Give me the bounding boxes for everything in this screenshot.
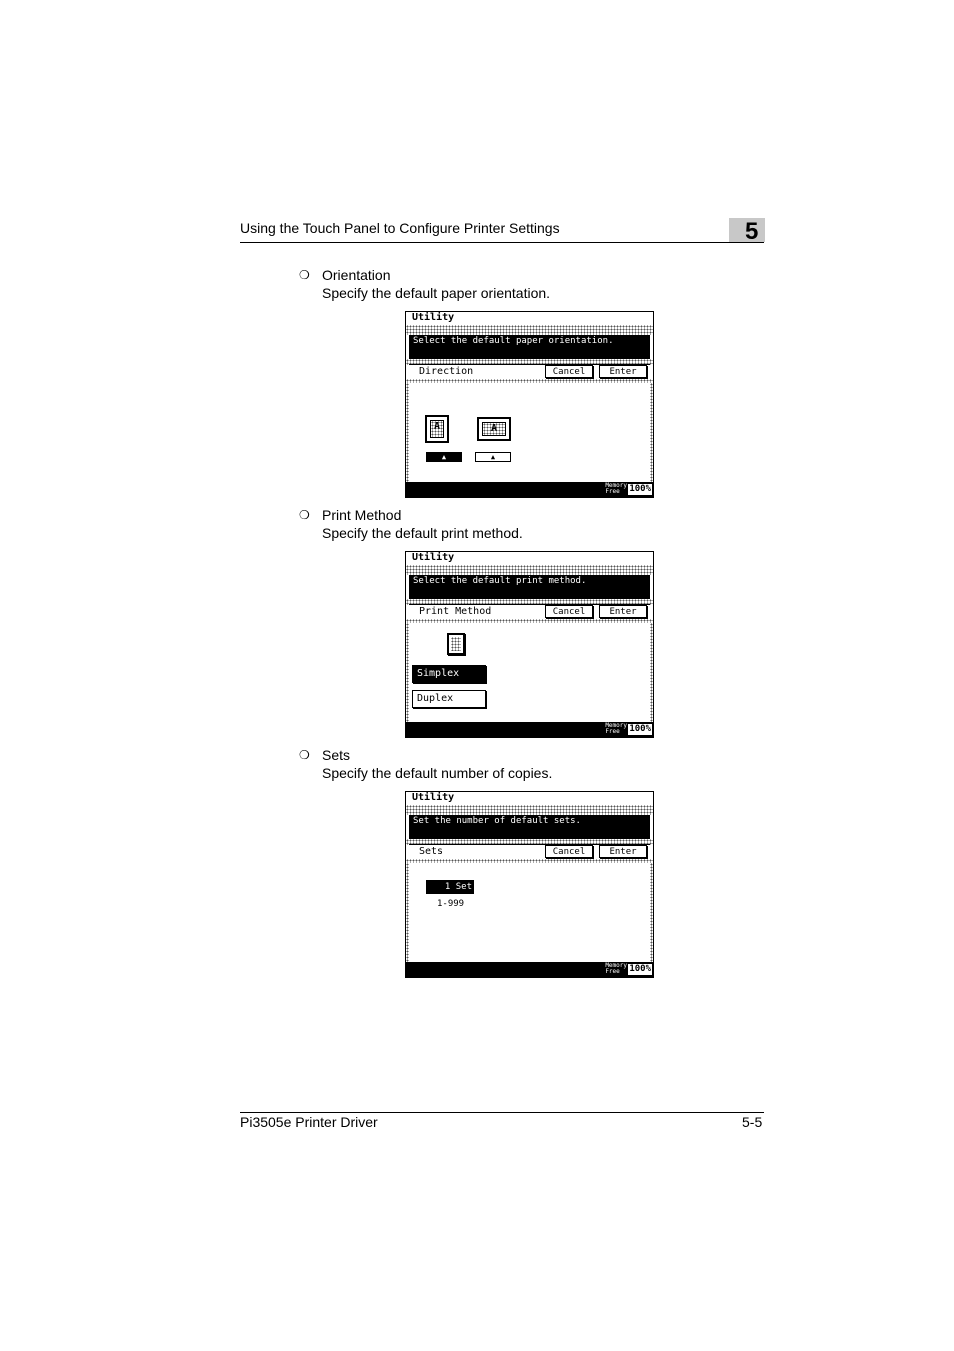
page-icon <box>447 633 465 655</box>
enter-button[interactable]: Enter <box>599 845 647 858</box>
status-bar <box>406 722 653 737</box>
sets-panel <box>405 791 654 978</box>
panel-edge <box>650 383 653 483</box>
memory-label: Memory Free <box>605 482 627 495</box>
portrait-select-button[interactable]: ▲ <box>426 452 462 462</box>
panel-title: Utility <box>412 312 455 323</box>
dither-band <box>406 379 653 383</box>
panel-subbar <box>409 364 650 380</box>
setting-label: Direction <box>419 366 474 377</box>
setting-label: Print Method <box>419 606 492 617</box>
duplex-button[interactable]: Duplex <box>412 690 486 708</box>
panel-edge <box>406 383 409 483</box>
item-description: Specify the default print method. <box>322 525 523 541</box>
landscape-select-button[interactable]: ▲ <box>475 452 511 462</box>
enter-button[interactable]: Enter <box>599 605 647 618</box>
enter-button[interactable]: Enter <box>599 365 647 378</box>
portrait-letter: A <box>430 420 444 438</box>
panel-subbar <box>409 604 650 620</box>
panel-edge <box>650 623 653 723</box>
portrait-icon[interactable] <box>425 415 449 443</box>
panel-title: Utility <box>412 552 455 563</box>
panel-message: Select the default print method. <box>409 575 650 599</box>
chapter-number: 5 <box>745 218 759 245</box>
item-title: Print Method <box>322 507 402 523</box>
item-description: Specify the default paper orientation. <box>322 285 551 301</box>
memory-percent: 100% <box>629 484 651 494</box>
panel-message: Select the default paper orientation. <box>409 335 650 359</box>
item-title: Orientation <box>322 267 391 283</box>
cancel-button[interactable]: Cancel <box>545 605 593 618</box>
dither-band <box>406 805 653 815</box>
panel-subbar <box>409 844 650 860</box>
item-description: Specify the default number of copies. <box>322 765 553 781</box>
dither-band <box>406 619 653 623</box>
footer-product: Pi3505e Printer Driver <box>240 1114 378 1130</box>
panel-edge <box>650 863 653 963</box>
page-number: 5-5 <box>742 1114 763 1130</box>
landscape-letter: A <box>482 422 506 436</box>
panel-title: Utility <box>412 792 455 803</box>
panel-edge <box>406 863 409 963</box>
cancel-button[interactable]: Cancel <box>545 365 593 378</box>
status-bar <box>406 482 653 497</box>
sets-value-display[interactable]: 1 Set <box>426 880 474 894</box>
running-header: Using the Touch Panel to Configure Printer Settings <box>240 220 560 236</box>
landscape-icon[interactable] <box>477 417 511 441</box>
header-rule <box>240 242 764 243</box>
memory-label: Memory Free <box>605 962 627 975</box>
print-method-panel <box>405 551 654 738</box>
cancel-button[interactable]: Cancel <box>545 845 593 858</box>
bullet-icon: ❍ <box>299 268 310 282</box>
setting-label: Sets <box>419 846 444 857</box>
dither-band <box>406 565 653 575</box>
footer-rule <box>240 1112 764 1113</box>
dither-band <box>406 859 653 863</box>
memory-percent: 100% <box>629 964 651 974</box>
item-title: Sets <box>322 747 351 763</box>
bullet-icon: ❍ <box>299 508 310 522</box>
status-bar <box>406 962 653 977</box>
panel-edge <box>406 623 409 723</box>
memory-label: Memory Free <box>605 722 627 735</box>
simplex-button[interactable]: Simplex <box>412 665 486 683</box>
bullet-icon: ❍ <box>299 748 310 762</box>
sets-range: 1-999 <box>437 899 465 909</box>
memory-percent: 100% <box>629 724 651 734</box>
panel-message: Set the number of default sets. <box>409 815 650 839</box>
dither-band <box>406 325 653 335</box>
orientation-panel <box>405 311 654 498</box>
